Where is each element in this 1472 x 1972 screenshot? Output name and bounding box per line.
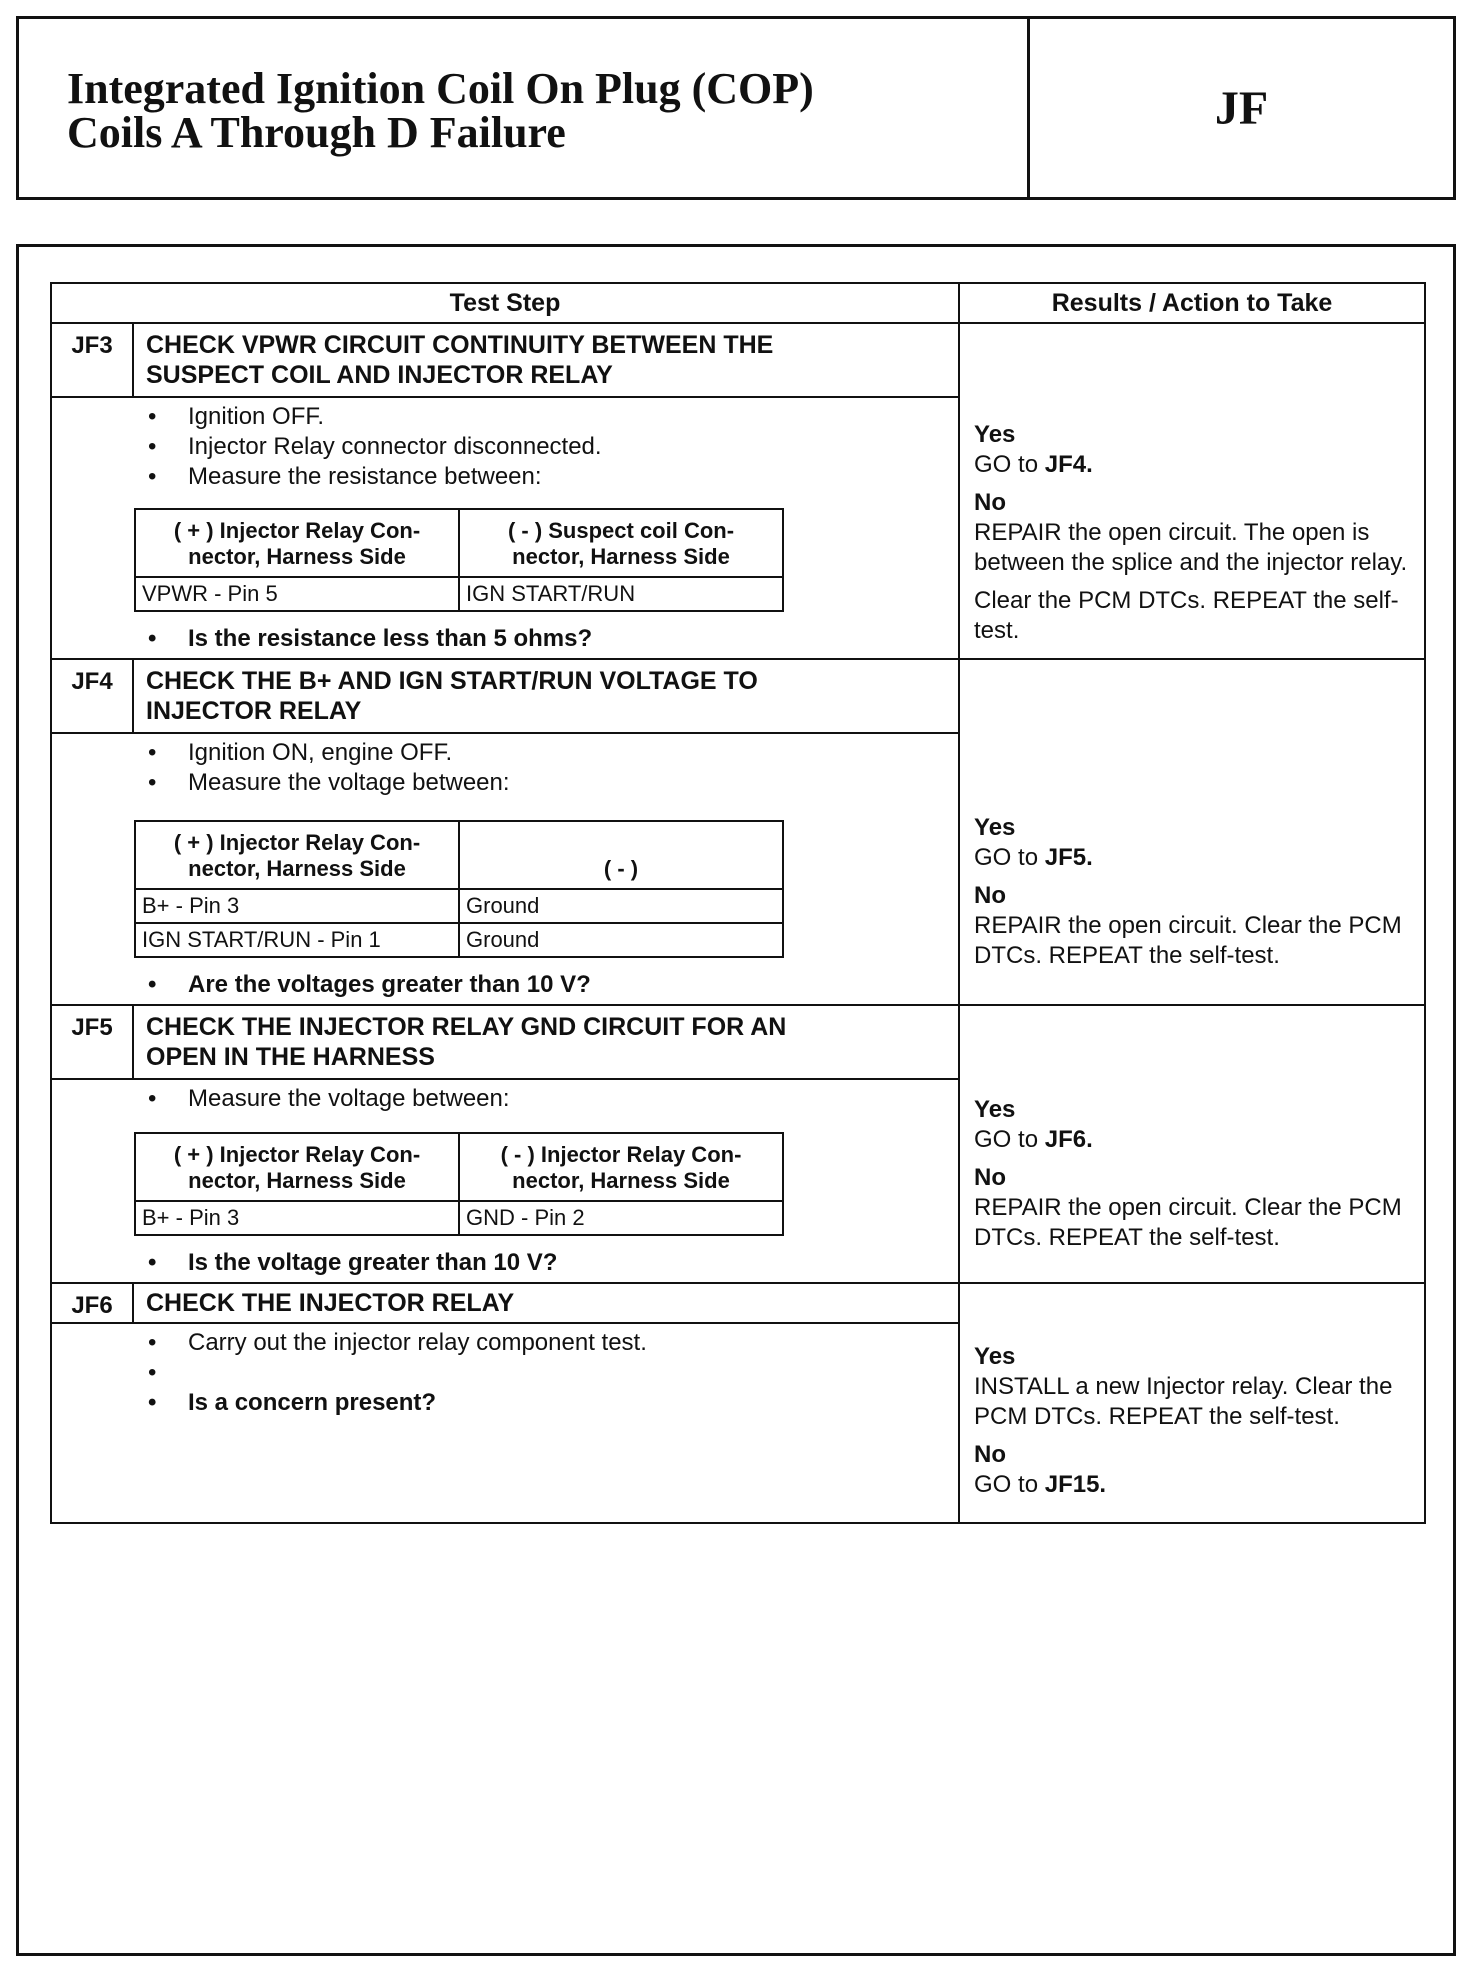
- yes-label: Yes: [974, 1096, 1016, 1123]
- header-test-step: Test Step: [51, 283, 959, 323]
- question: • Is the resistance less than 5 ohms?: [148, 624, 946, 654]
- list-item: • Ignition OFF.: [148, 402, 946, 432]
- question: • Are the voltages greater than 10 V?: [148, 970, 946, 1000]
- list-item: • Measure the voltage between:: [148, 768, 946, 798]
- yes-target: JF4.: [1044, 451, 1093, 478]
- sub-cell: IGN START/RUN - Pin 1: [135, 923, 459, 957]
- list-item: • Measure the voltage between:: [148, 1084, 946, 1114]
- no-text: REPAIR the open circuit. Clear the PCM DTCs. REPEAT the self-test.: [974, 1194, 1402, 1251]
- page-title: [67, 64, 1027, 157]
- no-text-2: Clear the PCM DTCs. REPEAT the self-test.: [974, 587, 1399, 644]
- step-id-jf5: JF5: [51, 1005, 133, 1079]
- test-step-table: [50, 282, 1426, 1524]
- yes-label: Yes: [974, 814, 1016, 841]
- sub-header: ( - ) Injector Relay Con- nector, Harness Side: [459, 1133, 783, 1201]
- section-code: JF: [1214, 81, 1269, 135]
- step-body-jf5: [51, 1079, 959, 1283]
- title-line-2: Coils A Through D Failure: [67, 108, 566, 157]
- question: • Is the voltage greater than 10 V?: [148, 1248, 946, 1278]
- sub-header: ( - ): [459, 821, 783, 889]
- sub-header: ( + ) Injector Relay Con- nector, Harness Side: [135, 821, 459, 889]
- no-target: JF15.: [1044, 1471, 1107, 1498]
- step-body-jf6: [51, 1323, 959, 1523]
- list-item: • Ignition ON, engine OFF.: [148, 738, 946, 768]
- list-item: • Injector Relay connector disconnected.: [148, 432, 946, 462]
- sub-cell: GND - Pin 2: [459, 1201, 783, 1235]
- sub-cell: VPWR - Pin 5: [135, 577, 459, 611]
- sub-header: ( + ) Injector Relay Con- nector, Harness Side: [135, 1133, 459, 1201]
- sub-cell: IGN START/RUN: [459, 577, 783, 611]
- title-line-1: Integrated Ignition Coil On Plug (COP): [67, 64, 814, 113]
- yes-target: JF5.: [1044, 844, 1093, 871]
- sub-cell: B+ - Pin 3: [135, 889, 459, 923]
- sub-cell: B+ - Pin 3: [135, 1201, 459, 1235]
- no-label: No: [974, 1164, 1007, 1191]
- results-jf6: Yes INSTALL a new Injector relay. Clear the PCM DTCs. REPEAT the self-test. No GO to JF15.: [959, 1283, 1425, 1523]
- yes-text: INSTALL a new Injector relay. Clear the PCM DTCs. REPEAT the self-test.: [974, 1373, 1393, 1430]
- measure-table-jf5: [134, 1132, 784, 1236]
- results-jf5: Yes GO to JF6. No REPAIR the open circuit. Clear the PCM DTCs. REPEAT the self-test.: [959, 1005, 1425, 1283]
- sub-cell: Ground: [459, 923, 783, 957]
- yes-target: JF6.: [1044, 1126, 1093, 1153]
- step-id-jf6: JF6: [51, 1283, 133, 1323]
- measure-table-jf4: [134, 820, 784, 958]
- step-body-jf3: [51, 397, 959, 659]
- question: • Is a concern present?: [148, 1388, 946, 1418]
- no-label: No: [974, 489, 1007, 516]
- step-title-jf3: CHECK VPWR CIRCUIT CONTINUITY BETWEEN THE SUSPECT COIL AND INJECTOR RELAY: [133, 323, 959, 397]
- sub-cell: Ground: [459, 889, 783, 923]
- no-label: No: [974, 882, 1007, 909]
- header-results: Results / Action to Take: [959, 283, 1425, 323]
- results-jf4: Yes GO to JF5. No REPAIR the open circuit. Clear the PCM DTCs. REPEAT the self-test.: [959, 659, 1425, 1005]
- yes-label: Yes: [974, 1343, 1016, 1370]
- step-body-jf4: [51, 733, 959, 1005]
- step-title-jf5: CHECK THE INJECTOR RELAY GND CIRCUIT FOR AN OPEN IN THE HARNESS: [133, 1005, 959, 1079]
- sub-header: ( - ) Suspect coil Con- nector, Harness Side: [459, 509, 783, 577]
- list-item: • Carry out the injector relay component test.: [148, 1328, 946, 1358]
- measure-table-jf3: [134, 508, 784, 612]
- step-id-jf3: JF3: [51, 323, 133, 397]
- title-box: [16, 16, 1456, 200]
- no-text: REPAIR the open circuit. Clear the PCM DTCs. REPEAT the self-test.: [974, 912, 1402, 969]
- no-label: No: [974, 1441, 1007, 1468]
- list-item: • Measure the resistance between:: [148, 462, 946, 492]
- sub-header: ( + ) Injector Relay Con- nector, Harness Side: [135, 509, 459, 577]
- step-title-jf6: CHECK THE INJECTOR RELAY: [133, 1283, 959, 1323]
- results-jf3: Yes GO to JF4. No REPAIR the open circuit. The open is between the splice and the injector relay. Clear the PCM DTCs. REPEAT the self-test.: [959, 323, 1425, 659]
- yes-label: Yes: [974, 421, 1016, 448]
- step-id-jf4: JF4: [51, 659, 133, 733]
- no-text: REPAIR the open circuit. The open is between the splice and the injector relay.: [974, 519, 1408, 576]
- step-title-jf4: CHECK THE B+ AND IGN START/RUN VOLTAGE TO INJECTOR RELAY: [133, 659, 959, 733]
